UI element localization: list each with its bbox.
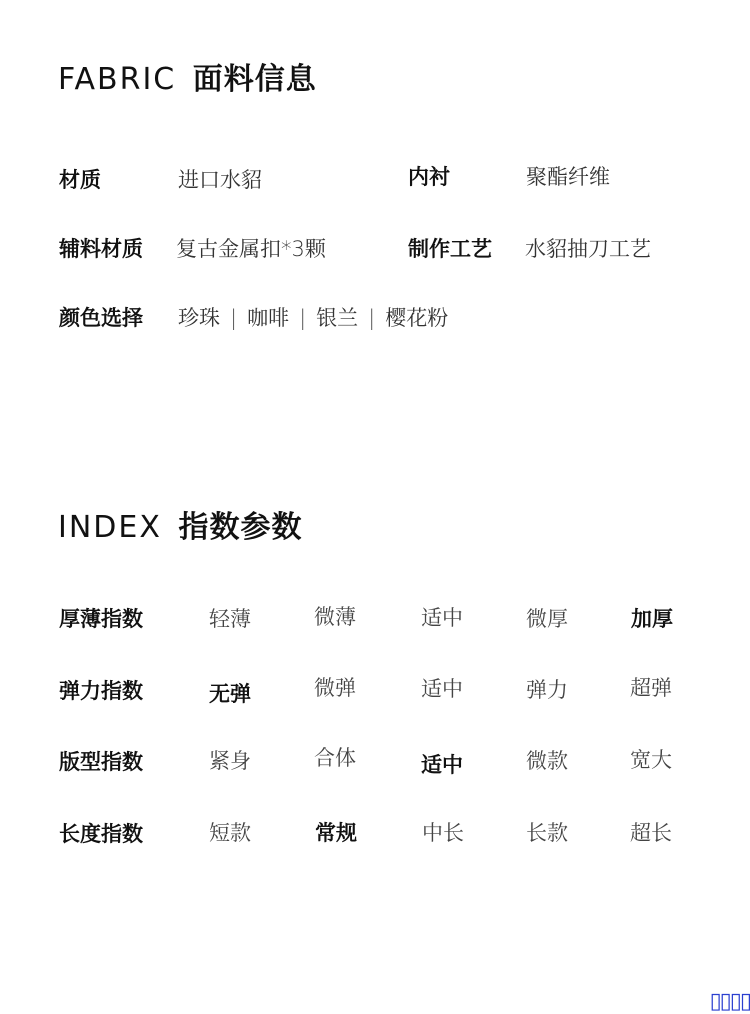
spec-label-lining: 内衬 <box>408 165 450 189</box>
color-separator: | <box>230 306 238 330</box>
index-option: 微厚 <box>526 607 568 631</box>
color-option: 樱花粉 <box>385 306 449 330</box>
index-option-selected: 适中 <box>421 753 463 777</box>
index-section-title <box>58 502 302 546</box>
spec-label-craft: 制作工艺 <box>408 237 492 261</box>
spec-value-accessory: 复古金属扣*3颗 <box>176 237 326 261</box>
spec-value-craft: 水貂抽刀工艺 <box>525 237 651 261</box>
corner-glyph-mark: ▯▯▯▯ <box>709 989 750 1014</box>
index-title-zh: 指数参数 <box>178 510 303 545</box>
index-option: 合体 <box>314 746 356 770</box>
color-options <box>178 302 448 332</box>
index-option: 适中 <box>421 606 463 630</box>
color-separator: | <box>299 306 307 330</box>
index-option-selected: 加厚 <box>631 607 673 631</box>
index-option: 长款 <box>526 821 568 845</box>
index-option: 短款 <box>209 821 251 845</box>
color-option: 银兰 <box>316 306 359 330</box>
index-title-en: INDEX <box>58 510 162 545</box>
index-option: 弹力 <box>526 678 568 702</box>
index-label-thickness: 厚薄指数 <box>59 607 143 631</box>
spec-label-colors: 颜色选择 <box>59 306 143 330</box>
color-option: 咖啡 <box>247 306 290 330</box>
index-label-length: 长度指数 <box>59 822 143 846</box>
index-option: 微款 <box>526 749 568 773</box>
index-option: 紧身 <box>209 749 251 773</box>
index-option-selected: 无弹 <box>209 682 251 706</box>
spec-label-material: 材质 <box>59 168 101 192</box>
color-separator: | <box>368 306 376 330</box>
fabric-title-en: FABRIC <box>58 62 177 97</box>
index-option: 微薄 <box>314 605 356 629</box>
index-option-selected: 常规 <box>315 821 357 845</box>
index-label-elasticity: 弹力指数 <box>59 679 143 703</box>
index-option: 微弹 <box>314 676 356 700</box>
fabric-section-title <box>58 54 317 98</box>
index-option: 超弹 <box>630 676 672 700</box>
index-option: 适中 <box>421 677 463 701</box>
index-option: 轻薄 <box>209 607 251 631</box>
index-option: 宽大 <box>630 748 672 772</box>
index-option: 中长 <box>422 821 464 845</box>
spec-value-material: 进口水貂 <box>178 168 262 192</box>
color-option: 珍珠 <box>178 306 220 330</box>
spec-label-accessory: 辅料材质 <box>59 237 143 261</box>
fabric-title-zh: 面料信息 <box>192 62 317 97</box>
index-label-fit: 版型指数 <box>59 750 143 774</box>
index-option: 超长 <box>630 821 672 845</box>
spec-value-lining: 聚酯纤维 <box>526 165 610 189</box>
